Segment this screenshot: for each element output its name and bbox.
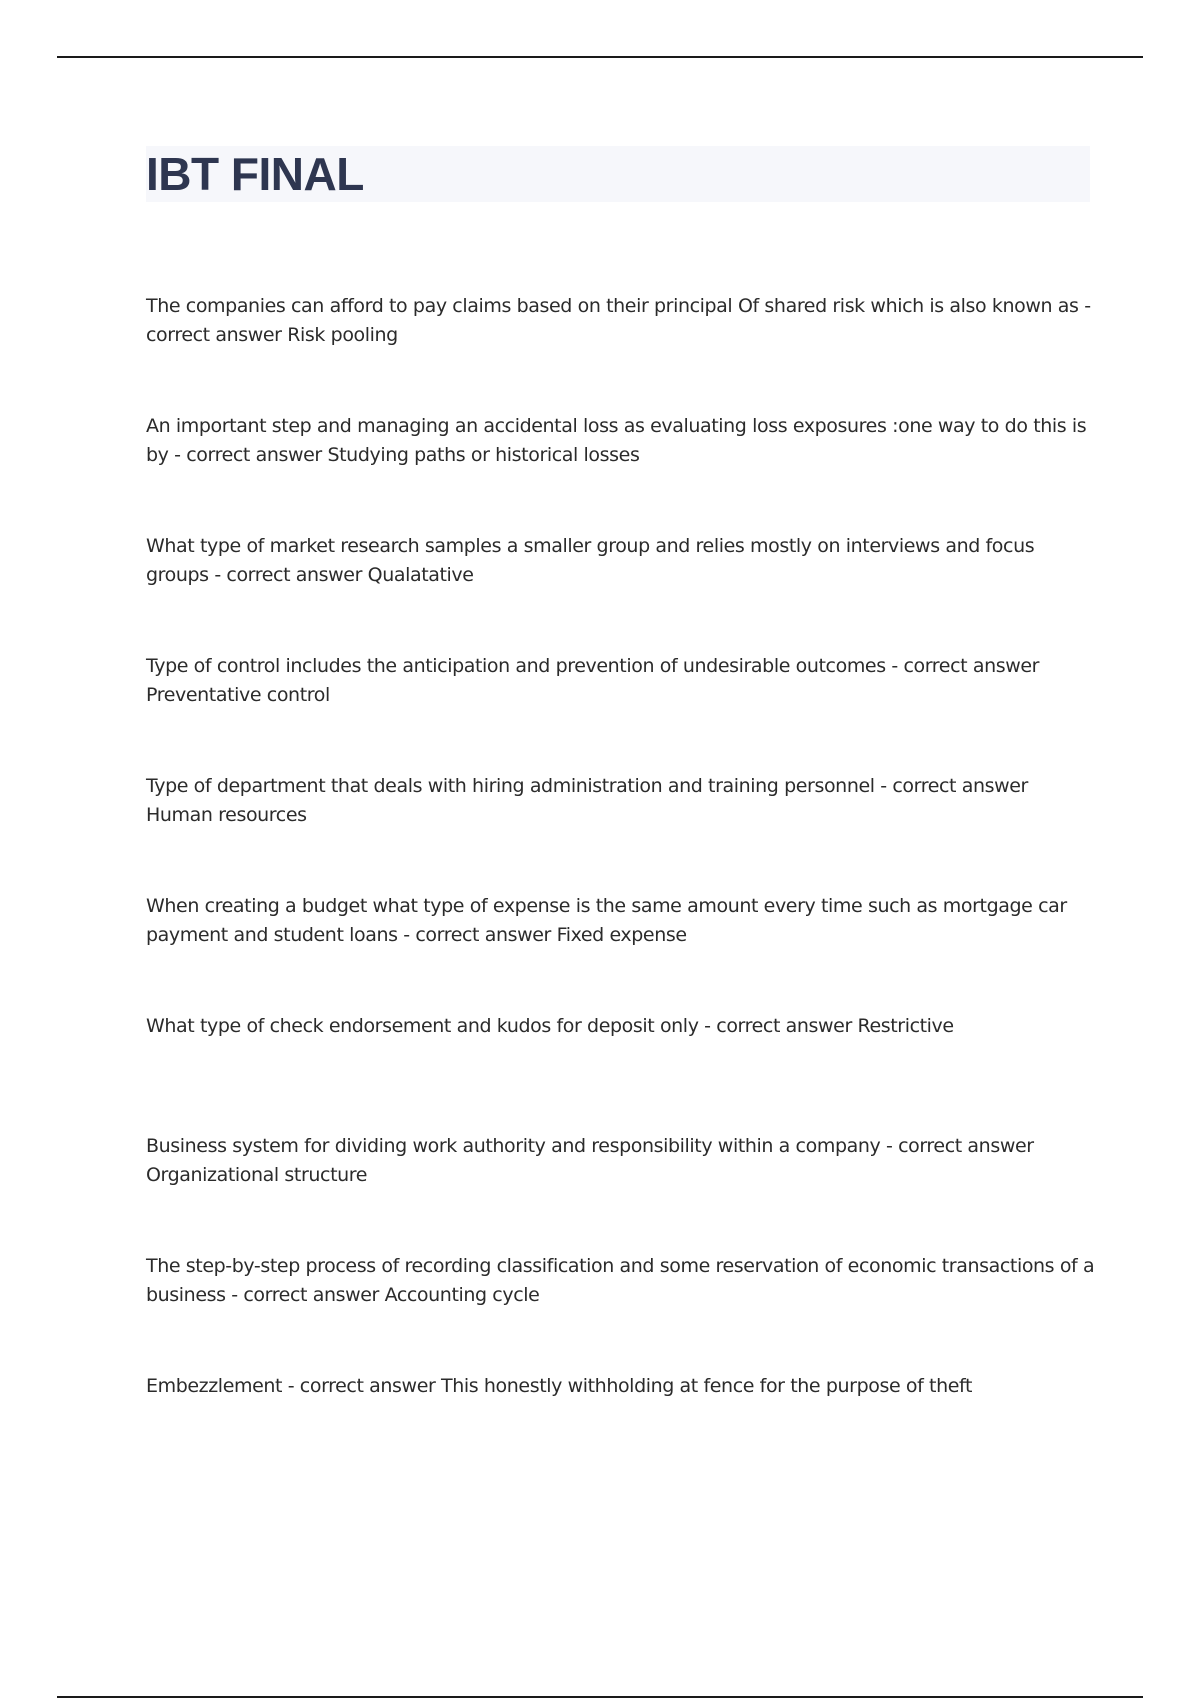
qa-item: What type of check endorsement and kudos for deposit only - correct answer Restrictive (146, 1015, 954, 1037)
qa-item: An important step and managing an accidental loss as evaluating loss exposures :one way to do this is by - correct answer Studying paths or historical losses (146, 415, 1087, 466)
qa-item: Embezzlement - correct answer This honestly withholding at fence for the purpose of theft (146, 1375, 973, 1397)
qa-item: When creating a budget what type of expense is the same amount every time such as mortgage car payment and student loans - correct answer Fixed expense (146, 895, 1067, 946)
qa-item: The companies can afford to pay claims based on their principal Of shared risk which is also known as - correct answer Risk pooling (146, 295, 1091, 346)
top-rule (57, 56, 1143, 58)
qa-item: Business system for dividing work authority and responsibility within a company - correct answer Organizational structure (146, 1135, 1034, 1186)
qa-item: What type of market research samples a smaller group and relies mostly on interviews and focus groups - correct answer Qualatative (146, 535, 1035, 586)
qa-list (146, 292, 1096, 1492)
bottom-rule (57, 1696, 1143, 1698)
qa-item: Type of department that deals with hiring administration and training personnel - correct answer Human resources (146, 775, 1028, 826)
qa-item: Type of control includes the anticipation and prevention of undesirable outcomes - correct answer Preventative control (146, 655, 1040, 706)
document-title: IBT FINAL (146, 148, 364, 200)
qa-item: The step-by-step process of recording classification and some reservation of economic transactions of a business - correct answer Accounting cycle (146, 1255, 1095, 1306)
